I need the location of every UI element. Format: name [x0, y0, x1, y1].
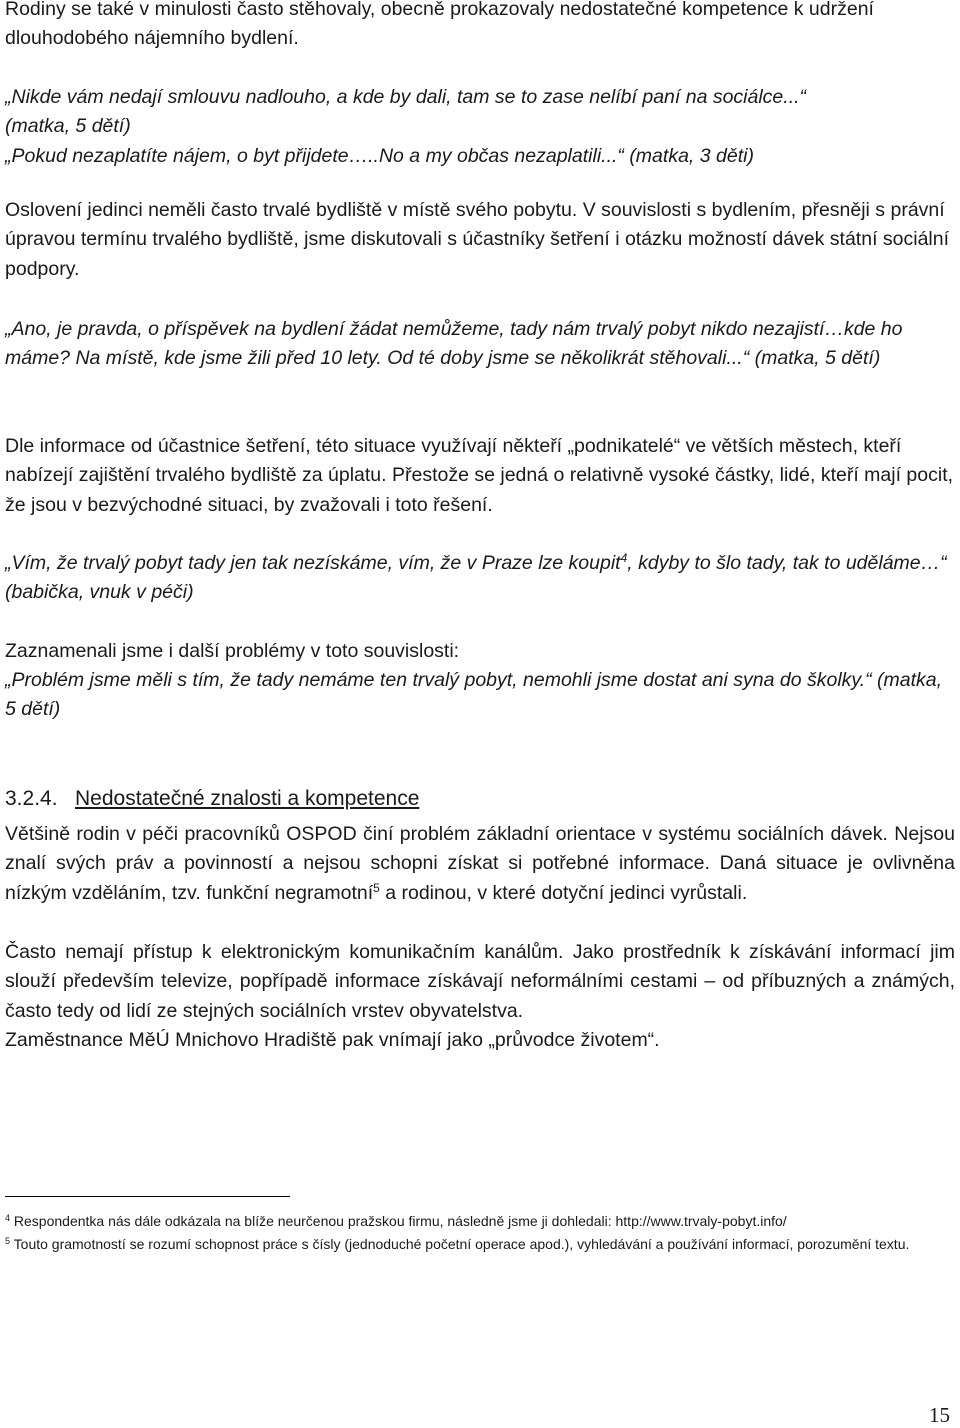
footnote-mark: 5	[5, 1236, 11, 1246]
footnote-ref[interactable]: 5	[373, 880, 380, 895]
footnote-mark: 4	[5, 1213, 11, 1223]
quote-text: , kdyby to šlo tady, tak to uděláme…“ (babička, vnuk v péči)	[5, 552, 947, 604]
quote-text: „Nikde vám nedají smlouvu nadlouho, a kde by dali, tam se to zase nelíbí paní na sociálce...“	[5, 86, 807, 108]
quote	[5, 549, 955, 608]
paragraph: Dle informace od účastnice šetření, této situace využívají někteří „podnikatelé“ ve větších městech, kteří nabízejí zajištění trvalého bydliště za úplatu. Přestože se jedná o relativně vysoké částky, lidé, kteří mají pocit, že jsou v bezvýchodné situaci, by zvažovali i toto řešení.	[5, 435, 954, 516]
quote-source: (matka, 5 dětí)	[5, 115, 131, 138]
footnote-text: Touto gramotností se rozumí schopnost práce s čísly (jednoduché početní operace apod.), vyhledávání a používání informací, porozumění textu.	[10, 1236, 910, 1252]
section-number: 3.2.4.	[5, 787, 58, 810]
paragraph-text: a rodinou, v které dotyční jedinci vyrůstali.	[379, 881, 748, 904]
paragraph: Oslovení jedinci neměli často trvalé bydliště v místě svého pobytu. V souvislosti s bydlením, přesněji s právní úpravou termínu trvalého bydliště, jsme diskutovali s účastníky šetření i otázku možností dávek státní sociální podpory.	[5, 199, 950, 280]
page-number: 15	[929, 1403, 950, 1427]
quote-text: „Pokud nezaplatíte nájem, o byt přijdete…..No a my občas nezaplatili...“ (matka, 3 děti)	[5, 144, 754, 167]
footnote	[5, 1234, 945, 1254]
section-title: Nedostatečné znalosti a kompetence	[75, 787, 420, 810]
paragraph: Často nemají přístup k elektronickým komunikačním kanálům. Jako prostředník k získávání informací jim slouží především televize, popřípadě informace získávají neformálními cestami – od příbuzných a známých, často tedy od lidí ze stejných sociálních vrstev obyvatelstva.	[5, 941, 955, 1022]
footnote-text: Respondentka nás dále odkázala na blíže neurčenou pražskou firmu, následně jsme ji dohledali: http://www.trvaly-pobyt.info/	[10, 1213, 787, 1229]
quote: „Ano, je pravda, o příspěvek na bydlení žádat nemůžeme, tady nám trvalý pobyt nikdo nezajistí…kde ho máme? Na místě, kde jsme žili před 10 lety. Od té doby jsme se několikrát stěhovali...“ (matka, 5 dětí)	[5, 318, 903, 370]
paragraph-text: Většině rodin v péči pracovníků OSPOD činí problém základní orientace v systému sociálních dávek. Nejsou znalí svých práv a povinností a nejsou schopni získat si potřebné informace. Daná situace je ovlivněna nízkým vzděláním, tzv. funkční negramotní	[5, 823, 955, 904]
quote	[5, 83, 955, 171]
footnote-ref[interactable]: 4	[620, 551, 628, 565]
footnote	[5, 1211, 945, 1231]
quote-text: „Vím, že trvalý pobyt tady jen tak nezískáme, vím, že v Praze lze koupit	[5, 552, 621, 574]
paragraph	[5, 820, 955, 908]
section-heading	[5, 784, 419, 814]
footnote-separator	[5, 1196, 290, 1197]
quote: „Problém jsme měli s tím, že tady nemáme ten trvalý pobyt, nemohli jsme dostat ani syna do školky.“ (matka, 5 dětí)	[5, 669, 943, 721]
paragraph: Zaznamenali jsme i další problémy v toto souvislosti:	[5, 640, 460, 662]
paragraph: Zaměstnance MěÚ Mnichovo Hradiště pak vnímají jako „průvodce životem“.	[5, 1029, 660, 1051]
paragraph: Rodiny se také v minulosti často stěhovaly, obecně prokazovaly nedostatečné kompetence k udržení dlouhodobého nájemního bydlení.	[5, 0, 874, 50]
